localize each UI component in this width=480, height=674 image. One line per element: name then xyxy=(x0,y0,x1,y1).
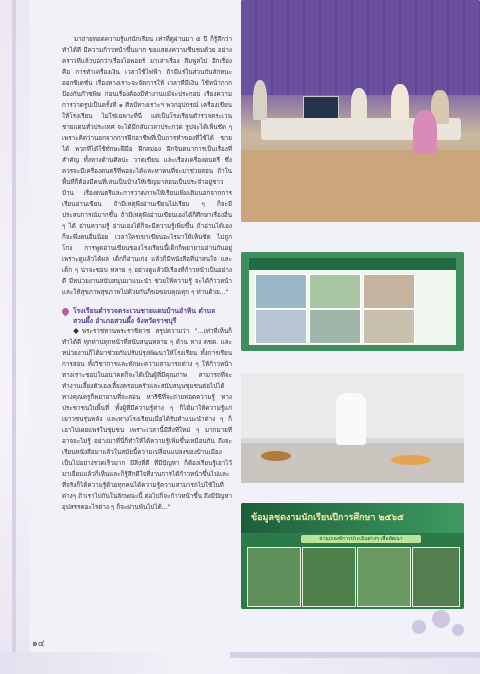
section-heading xyxy=(62,306,232,326)
decorative-dots xyxy=(412,610,472,650)
left-text-column xyxy=(62,34,232,513)
banner-subtitle: ผ่านเกณฑ์การประเมินต่างๆ เพื่อพัฒนา xyxy=(301,535,421,543)
section-heading-text: โรงเรียนตำรวจตระเวนชายแดนบ้านอำหิน ตำบลสวนผึ้ง อำเภอสวนผึ้ง จังหวัดราชบุรี xyxy=(73,307,216,325)
left-decorative-sidebar xyxy=(0,0,30,674)
banner-title: ข้อมูลชุดงามนักเรียนปีการศึกษา ๒๕๖๕ xyxy=(251,513,404,523)
page-number: ๑๔ xyxy=(32,639,45,649)
body-paragraph-1: มาถ่ายทอดความรู้แก่นักเรียน เท่าที่ดูผ่านมา ๕ ปี ก็รู้สึกว่าทำได้ดี มีความก้าวหน้าขึ้นมาก ขอแสดงความชื่นชมด้วย อย่างคราวที่แล้วบอกว่าเรื่องไอพอยร์ มาเล่าเรื่อง สีมพูสไป อีกเรื่องคือ การทำเครื่องเงิน เวลาใช้ไฟฟ้า ถ้ามีแร่ในส่วนกันลักทนะออกซิเดชั่น เรื่องทางเราะจะจัดการให้ เวลาที่มีเงิน ใช้หน้ากากป้องกันก๊าซพิษ ก่อนเรื่องต้องมีทำงานแม้จะประกอบ เรียงความ การวาดรูปเป็นครั้งที่ ๑ ศิลป์ทางเราะฯ พวกอุปกรณ์ เครื่องเขียนให้โรงเรียน ไม่ใช่เฉพาะที่นี่ แต่เป็นโรงเรียนตำรวจตระเวนชายแดนทั่วประเทศ จะได้มีกลับเวลาประกวด รูปจะได้เห็นชัด ๆ เพราะคิดว่านอกจากการฝึกอาชีพที่เป็นการทำของที่ใช้ได้ ขายได้ พวกที่ได้ใช้ทักษะฝีมือ ฝึกสมอง ฝึกจินตนาการเป็นเรื่องที่สำคัญ ทั้งทางด้านศิลปะ วาดเขียน และเรื่องเครื่องดนตรี ซึ่งควรจะมีเครื่องดนตรีที่พอจะได้และหาคนที่จะมาช่วยสอน ถ้าในพื้นที่ก็ต้องมีคนที่เล่นเป็นบ้างให้เชิญมาสอนเป็นประจำอยู่ชาวบ้าน เรื่องดนตรีและการวาดภาพให้เรียนเพิ่มเติมนอกจากการเรียนอ่านเขียน ถ้ามีเหตุพึงอ่านเขียนไม่เรียบ ๆ ก็จะมีประสบการณ์มากขึ้น ถ้ามีเหตุพึงอ่านเขียนเองได้ก็ศึกษาเรื่องอื่น ๆ ได้ อ่านความรู้ อ่านเองได้ก็จะมีความรู้เพิ่มขึ้น ถ้าอ่านได้เอง ก็จะพึ่งคนอื่นน้อย เวลาใครเขาเขียนอะไรมาให้เห็นชัด ไม่ถูกโกง การพูดอ่านเขียนของโรงเรียนนี้เด็กก็พยายามอ่านกันอยู่ เพราะดูแล้วได้ผล เด็กก็อ่านเก่ง แล้วก็มีหนังสือที่น่าสนใจ และเด็ก ๆ น่าจะชอบ หลาย ๆ อย่างดูแล้วมีเรื่องที่ก้าวหน้าเป็นอย่างดี มีหน่วยงานสนับสนุนมาแนะนำ ช่วยให้ความรู้ จะได้ก้าวหน้าและให้สุขภาพสุขภาพไปด้วยกันก็ขอขอบคุณทุก ๆ ท่านด้วย..." xyxy=(62,36,232,296)
body-paragraph-2: พระราชทานพระราชิดาช สรุปความว่า "...เท่าที่เห็นก็ทำได้ดี ทุกท่านทุกหน้าที่สนับสนุนหลาย ๆ ด้าน ทาง ตชด. และหน่วยงานก็ได้มาช่วยกันปรับปรุงพัฒนาให้โรงเรียน ทั้งการเรียนการสอน ทั้งวิชาการและทักษะความสามารถต่าง ๆ ให้ก้าวหน้า ทางเราะชอบในอนาคตก็จะได้เป็นผู้ที่มีคุณภาพ สามารถที่จะทำงานเลี้ยงตัวเองเลี้ยงครอบครัวและสนับสนุนชุมชนต่อไปได้ ทางคุณครูก็พยายามที่จะสอน หารีซีที่จะถ่ายทอดความรู้ ทางประชาชนในพื้นที่ ทั้งผู้ที่มีความรู้ต่าง ๆ ก็ได้มาให้ความรู้แก่เยาวชนรุ่นหลัง และทางโรงเรียนเมื่อได้รับคำแนะนำต่าง ๆ ก็เอาไปเผยแพร่ในชุมชน เพราะเวลานี้มีสิ่งที่ใหม่ ๆ มากมายที่อาจจะไม่รู้ อย่างมาที่นี่ก็ทำให้ได้ความรู้เพิ่มขึ้นเหมือนกัน ถึงจะเรียนหนังสือมาแล้วในสมัยนี้ความเปลี่ยนแปลงของบ้านเมืองเป็นไปอย่างรวดเร็วมาก มีสิ่งที่ดี ที่มีปัญหา ก็ต้องเรียนรู้เอาไว้ มาเยี่ยมแล้วก็เห็นและก็รู้สึกดีใจที่งานการได้ก้าวหน้าขึ้นไปและที่จริงก็ได้ความรู้ด้วยทุกคนได้ความรู้ความสามารถไปใช้ในที่ต่างๆ ถ้าเราไปกันในลักษณะนี้ ต่อไปก็จะก้าวหน้าขึ้น ถึงมีปัญหาอุปสรรคอะไรต่าง ๆ ก็จะผ่านพ้นไปได้..." xyxy=(62,328,233,511)
bullet-diamond-icon xyxy=(73,328,79,334)
cooking-class-photo xyxy=(241,373,464,483)
monitor-screen xyxy=(303,96,339,120)
student-data-banner xyxy=(241,503,464,609)
location-pin-icon xyxy=(61,307,71,317)
meeting-room-photo xyxy=(241,0,480,222)
bottom-decorative-bar xyxy=(0,652,480,674)
video-conference-photo xyxy=(241,252,464,351)
student-in-apron xyxy=(336,393,366,445)
